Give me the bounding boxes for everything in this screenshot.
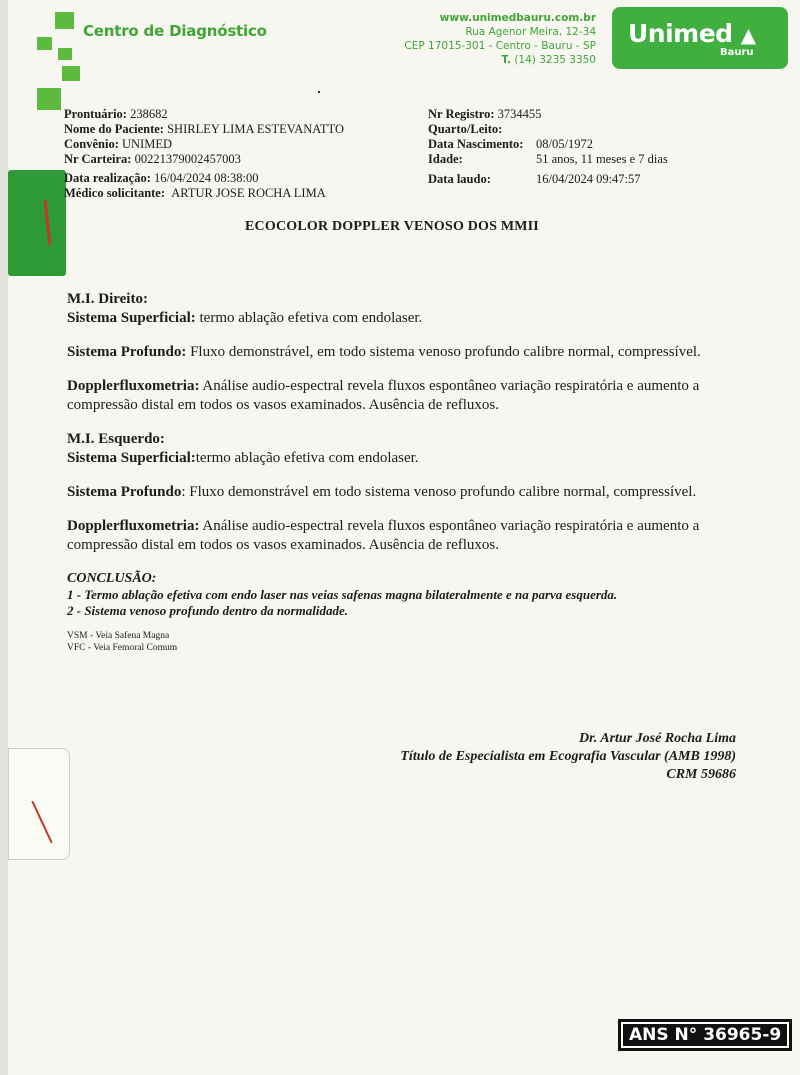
signature — [316, 730, 736, 784]
abbreviations — [67, 630, 177, 654]
website: www.unimedbauru.com.br — [439, 12, 596, 24]
signature-name: Dr. Artur José Rocha Lima — [578, 731, 736, 746]
unimed-tree-icon: ▲ — [740, 23, 756, 47]
conclusao — [67, 571, 617, 619]
street: Rua Agenor Meira, 12-34 — [465, 26, 596, 38]
esquerdo-heading: M.I. Esquerdo: — [67, 431, 165, 447]
green-tab — [8, 170, 66, 276]
signature-crm: CRM 59686 — [666, 767, 736, 782]
section-esquerdo: M.I. Esquerdo: Sistema Superficial:termo ablação efetiva com endolaser. — [67, 431, 419, 466]
patient-info-left — [64, 107, 344, 167]
esquerdo-profundo: Sistema Profundo: Fluxo demonstrável em todo sistema venoso profundo calibre normal, compressível. — [67, 484, 697, 500]
white-tab — [8, 748, 70, 860]
medico-solicitante: Médico solicitante: ARTUR JOSE ROCHA LIMA — [64, 186, 326, 200]
unimed-logo — [612, 7, 788, 69]
registro: Nr Registro: 3734455 — [428, 107, 542, 121]
dot — [318, 91, 320, 93]
nascimento: Data Nascimento: 08/05/1972 — [428, 137, 593, 151]
abbr-item: VFC - Veia Femoral Comum — [67, 643, 178, 653]
phone: T. (14) 3235 3350 — [501, 54, 596, 66]
unimed-brand: Unimed — [628, 19, 733, 48]
centro-title: Centro de Diagnóstico — [83, 22, 267, 40]
section-direito: M.I. Direito: Sistema Superficial: termo ablação efetiva com endolaser. — [67, 291, 423, 326]
binder-edge — [0, 0, 8, 1075]
signature-title: Título de Especialista em Ecografia Vascular (AMB 1998) — [400, 749, 736, 764]
idade: Idade: 51 anos, 11 meses e 7 dias — [428, 152, 668, 166]
abbr-item: VSM - Veia Safena Magna — [67, 631, 170, 641]
carteira: Nr Carteira: 00221379002457003 — [64, 152, 241, 166]
direito-doppler: Dopplerfluxometria: Análise audio-espectral revela fluxos espontâneo variação respiratória e aumento a compressão distal em todos os vasos examinados. Ausência de refluxos. — [67, 378, 700, 413]
nome-paciente: Nome do Paciente: SHIRLEY LIMA ESTEVANATTO — [64, 122, 344, 136]
esquerdo-doppler: Dopplerfluxometria: Análise audio-espectral revela fluxos espontâneo variação respiratória e aumento a compressão distal em todos os vasos examinados. Ausência de refluxos. — [67, 518, 700, 553]
exam-title: ECOCOLOR DOPPLER VENOSO DOS MMII — [245, 219, 539, 234]
convenio: Convênio: UNIMED — [64, 137, 172, 151]
conclusao-heading: CONCLUSÃO: — [67, 571, 157, 586]
red-mark-icon — [44, 200, 52, 245]
unimed-city: Bauru — [720, 47, 754, 58]
patient-info-left-2 — [64, 171, 326, 201]
conclusao-item: 2 - Sistema venoso profundo dentro da normalidade. — [67, 603, 348, 618]
direito-profundo: Sistema Profundo: Fluxo demonstrável, em todo sistema venoso profundo calibre normal, compressível. — [67, 344, 701, 360]
red-mark-icon — [31, 801, 52, 844]
quarto: Quarto/Leito: — [428, 122, 503, 136]
ans-badge: ANS N° 36965-9 — [618, 1019, 792, 1051]
direito-heading: M.I. Direito: — [67, 291, 148, 307]
header-address — [336, 11, 596, 67]
data-realizacao: Data realização: 16/04/2024 08:38:00 — [64, 171, 259, 185]
cep: CEP 17015-301 - Centro - Bauru - SP — [404, 40, 596, 52]
prontuario: Prontuário: 238682 — [64, 107, 168, 121]
conclusao-item: 1 - Termo ablação efetiva com endo laser nas veias safenas magna bilateralmente e na parva esquerda. — [67, 587, 618, 602]
patient-info-right — [428, 107, 668, 167]
data-laudo: Data laudo: 16/04/2024 09:47:57 — [428, 172, 641, 186]
